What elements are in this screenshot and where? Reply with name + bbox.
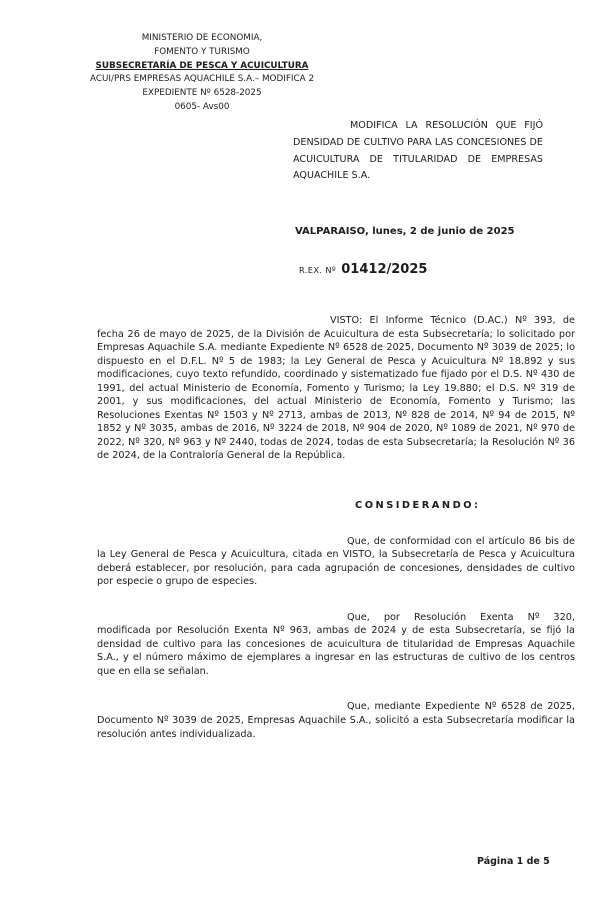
considerando-paragraph-3: Que, mediante Expediente Nº 6528 de 2025, Documento Nº 3039 de 2025, Empresas Aquachile S.A., solicitó a esta Subsecretaría modificar la resolución antes individualizada. <box>97 701 575 740</box>
resolution-label: R.EX. Nº <box>299 265 337 275</box>
considerando-heading: CONSIDERANDO: <box>355 500 481 512</box>
letterhead-internal-code: 0605- Avs00 <box>174 101 230 112</box>
letterhead-ministry-line1: MINISTERIO DE ECONOMIA, <box>141 33 263 43</box>
visto-paragraph: VISTO: El Informe Técnico (D.AC.) Nº 393, de fecha 26 de mayo de 2025, de la División de Acuicultura de esta Subsecretaría; lo solicitado por Empresas Aquachile S.A. mediante Expediente Nº 6528 de 2025, Documento Nº 3039 de 2025; lo dispuesto en el D.F.L. Nº 5 de 1983; la Ley General de Pesca y Acuicultura Nº 18.892 y sus modificaciones, cuyo texto refundido, coordinado y sistematizado fue fijado por el D.S. Nº 430 de 1991, del actual Ministerio de Economía, Fomento y Turismo; la Ley 19.880; el D.S. Nº 319 de 2001, y sus modificaciones, del actual Ministerio de Economía, Fomento y Turismo; las Resoluciones Exentas Nº 1503 y Nº 2713, ambas de 2013, Nº 828 de 2014, Nº 94 de 2015, Nº 1852 y Nº 3035, ambas de 2016, Nº 3224 de 2018, Nº 904 de 2020, Nº 1089 de 2021, Nº 970 de 2022, Nº 320, Nº 963 y Nº 2440, todas de 2024, todas de esta Subsecretaría; la Resolución Nº 36 de 2024, de la Contraloría General de la República. <box>97 315 575 462</box>
subject-block: MODIFICA LA RESOLUCIÓN QUE FIJÓ DENSIDAD DE CULTIVO PARA LAS CONCESIONES DE ACUICULTURA DE TITULARIDAD DE EMPRESAS AQUACHILE S.A. <box>293 120 543 182</box>
dateline: VALPARAISO, lunes, 2 de junio de 2025 <box>295 226 515 237</box>
letterhead <box>40 32 364 115</box>
resolution-number-line <box>299 258 427 277</box>
letterhead-subsecretaria: SUBSECRETARÍA DE PESCA Y ACUICULTURA <box>95 60 309 71</box>
document-body <box>97 314 575 741</box>
page-number: Página 1 de 5 <box>477 856 550 867</box>
letterhead-case-reference: ACUI/PRS EMPRESAS AQUACHILE S.A.– MODIFICA 2 <box>89 74 315 85</box>
resolution-number: 01412/2025 <box>341 262 428 277</box>
letterhead-expediente: EXPEDIENTE Nº 6528-2025 <box>142 88 262 99</box>
considerando-paragraph-1: Que, de conformidad con el artículo 86 bis de la Ley General de Pesca y Acuicultura, citada en VISTO, la Subsecretaría de Pesca y Acuicultura deberá establecer, por resolución, para cada agrupación de concesiones, densidades de cultivo por especie o grupo de especies. <box>97 535 575 588</box>
considerando-paragraph-2: Que, por Resolución Exenta Nº 320, modificada por Resolución Exenta Nº 963, ambas de 2024 y de esta Subsecretaría, se fijó la densidad de cultivo para las concesiones de acuicultura de titularidad de Empresas Aquachile S.A., y el número máximo de ejemplares a ingresar en las estructuras de cultivo de los centros que en ella se señalan. <box>97 611 575 677</box>
letterhead-ministry-line2: FOMENTO Y TURISMO <box>154 46 250 57</box>
